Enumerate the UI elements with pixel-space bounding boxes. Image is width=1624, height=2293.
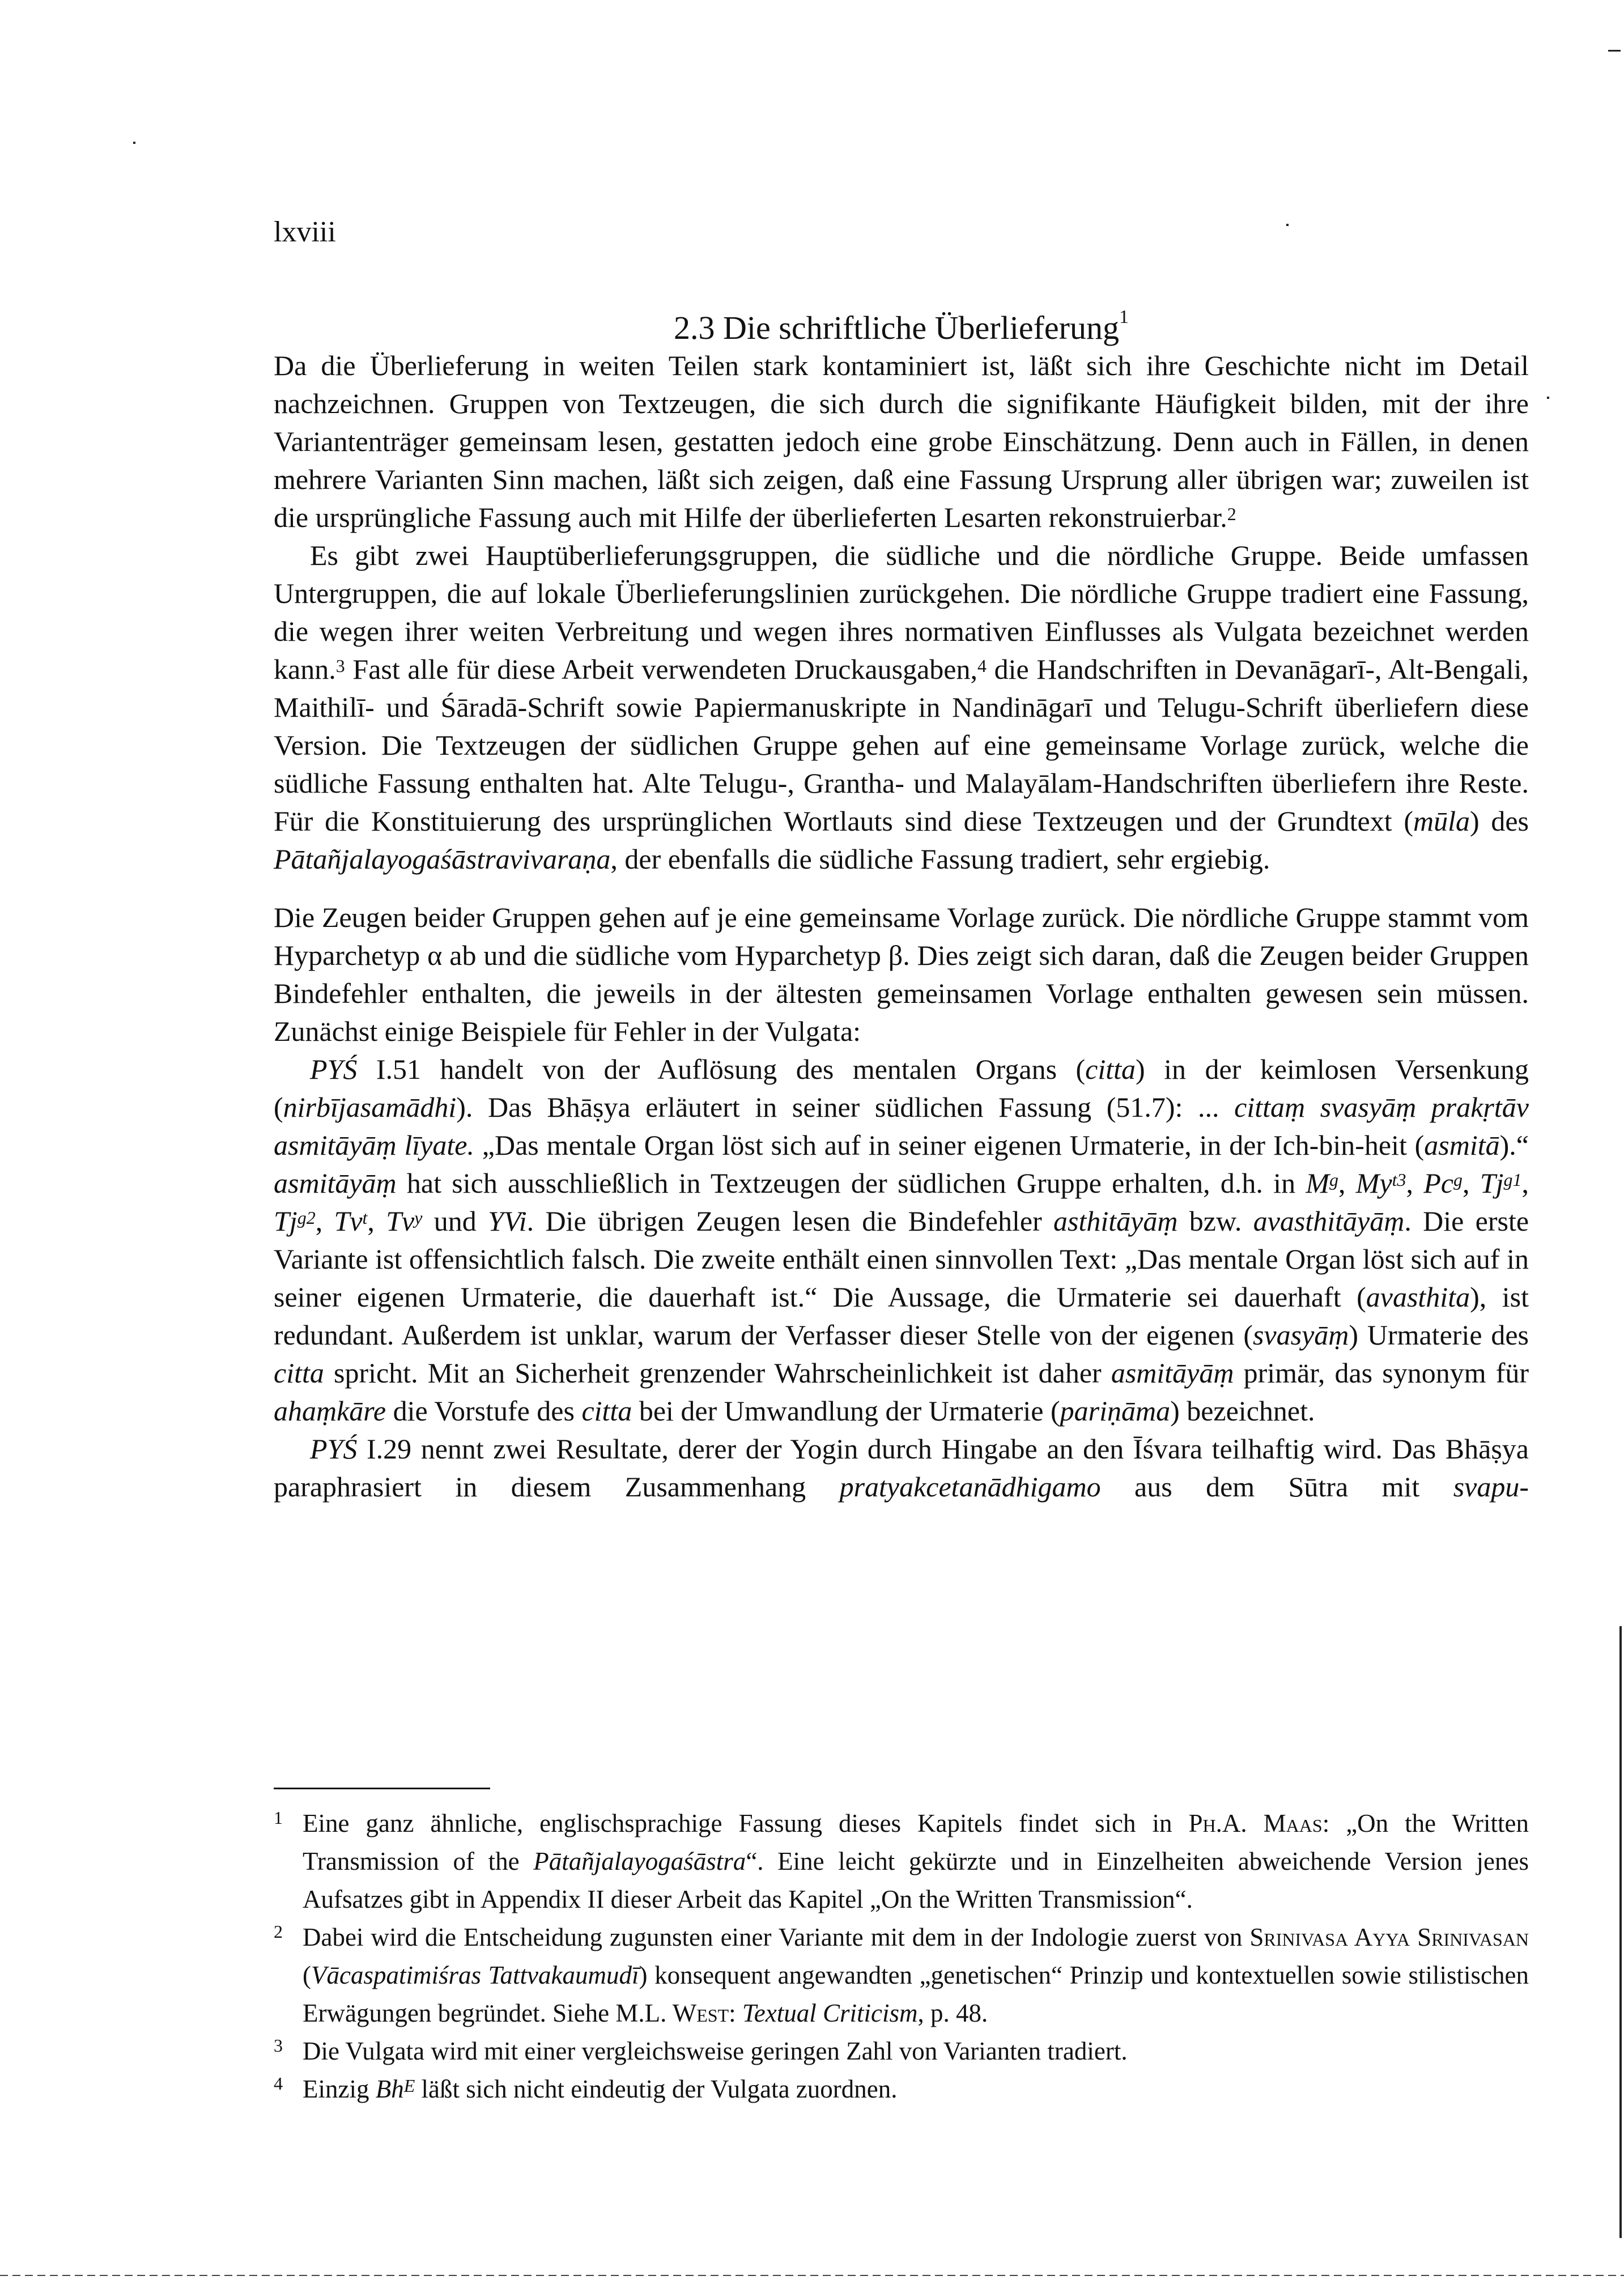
author-name-smallcaps: Ph.A. Maas	[1188, 1809, 1323, 1837]
text-run: Dabei wird die Entscheidung zugunsten einer Variante mit dem in der Indologie zuerst von	[303, 1923, 1250, 1951]
paragraph	[274, 537, 1529, 878]
italic-text: Pc	[1423, 1167, 1454, 1199]
text-run: bei der Umwandlung der Urmaterie (	[632, 1395, 1060, 1427]
scan-mark-top-right	[1608, 50, 1621, 52]
footnote-number: 4	[274, 2073, 283, 2094]
text-run: (	[303, 1961, 311, 1989]
italic-text: asmitā	[1424, 1129, 1500, 1161]
italic-text: My	[1355, 1167, 1392, 1199]
footnote-rule	[274, 1788, 490, 1789]
text-run: ,	[1521, 1167, 1529, 1199]
siglum-superscript: g2	[297, 1207, 316, 1228]
text-run: die Handschriften in Devanāgarī-, Alt-Bengali, Maithilī- und Śāradā-Schrift sowie Papiermanuskripte in Nandināgarī und Telugu-Schrift überliefern diese Version. Die Textzeugen der südlichen Gruppe gehen auf eine gemeinsame Vorlage zurück, welche die südliche Fassung enthalten hat. Alte Telugu-, Grantha- und Malayālam-Handschriften überliefern ihre Reste. Für die Konstituierung des ursprünglichen Wortlauts sind diese Textzeugen und der Grundtext (	[274, 653, 1529, 837]
siglum-superscript: t3	[1392, 1169, 1406, 1190]
footnote	[274, 1805, 1529, 1918]
italic-text: Tv	[334, 1205, 363, 1237]
paragraph	[274, 1430, 1529, 1506]
text-run: „Das mentale Organ löst sich auf in seiner eigenen Urmaterie, in der Ich-bin-heit (	[474, 1129, 1425, 1161]
text-run: Die Zeugen beider Gruppen gehen auf je eine gemeinsame Vorlage zurück. Die nördliche Gruppe stammt vom Hyparchetyp α ab und die südliche vom Hyparchetyp β. Dies zeigt sich daran, daß die Zeugen beider Gruppen Bindefehler enthalten, die jeweils in der ältesten gemeinsamen Vorlage enthalten gewesen sein müssen. Zunächst einige Beispiele für Fehler in der Vulgata:	[274, 901, 1529, 1047]
text-run: ).“	[1499, 1129, 1529, 1161]
text-run: , p. 48.	[917, 1999, 988, 2027]
italic-text: Bh	[375, 2075, 404, 2103]
footnote	[274, 2032, 1529, 2070]
footnote-ref: 4	[977, 656, 987, 676]
text-run: ) bezeichnet.	[1170, 1395, 1315, 1427]
paragraph	[274, 347, 1529, 537]
italic-text: asthitāyāṃ	[1053, 1205, 1178, 1237]
author-name-smallcaps: M.L. West	[615, 1999, 729, 2027]
italic-text: pratyakcetanādhigamo	[839, 1471, 1101, 1503]
text-run: Einzig	[303, 2075, 376, 2103]
text-run: : „On the Written Transmission of the	[303, 1809, 1529, 1875]
italic-text: Pātañjalayogaśāstra	[533, 1847, 746, 1875]
author-name-smallcaps: Srinivasa Ayya Srinivasan	[1249, 1923, 1529, 1951]
italic-text: citta	[581, 1395, 632, 1427]
italic-text: ahaṃkāre	[274, 1395, 386, 1427]
text-run: Eine ganz ähnliche, englischsprachige Fassung dieses Kapitels findet sich in	[303, 1809, 1189, 1837]
text-run: ,	[1463, 1167, 1480, 1199]
text-run: primär, das synonym für	[1234, 1357, 1529, 1389]
text-run: ,	[1406, 1167, 1424, 1199]
italic-text: pariṇāma	[1060, 1395, 1171, 1427]
italic-text: mūla	[1413, 805, 1470, 837]
italic-text: svapu-	[1453, 1471, 1529, 1503]
text-run: läßt sich nicht eindeutig der Vulgata zuordnen.	[415, 2075, 898, 2103]
paragraph	[274, 899, 1529, 1050]
text-run: ,	[315, 1205, 334, 1237]
siglum-superscript: y	[414, 1207, 423, 1228]
italic-text: asmitāyāṃ	[274, 1167, 397, 1199]
footnote-number: 2	[274, 1921, 283, 1942]
page-number: lxviii	[274, 216, 336, 248]
text-run: ). Das Bhāṣya erläutert in seiner südlichen Fassung (51.7): ...	[456, 1091, 1235, 1123]
text-run: aus dem Sūtra mit	[1100, 1471, 1453, 1503]
footnote	[274, 1918, 1529, 2032]
italic-text: svasyāṃ	[1252, 1319, 1349, 1351]
italic-text: nirbījasamādhi	[283, 1091, 457, 1123]
text-run: Es gibt zwei Hauptüberlieferungsgruppen, die südliche und die nördliche Gruppe. Beide umfassen Untergruppen, die auf lokale Überlieferungslinien zurückgehen. Die nördliche Gruppe tradiert eine Fassung, die wegen ihrer weiten Verbreitung und wegen ihres normativen Einflusses als Vulgata bezeichnet werden kann.	[274, 539, 1529, 685]
italic-text: avasthitāyāṃ	[1253, 1205, 1405, 1237]
siglum-superscript: g	[1453, 1169, 1463, 1190]
scan-edge-line-bottom	[0, 2275, 1624, 2276]
italic-text: PYŚ	[310, 1433, 358, 1465]
text-run: ,	[367, 1205, 386, 1237]
siglum-superscript: g	[1329, 1169, 1339, 1190]
italic-text: Pātañjalayogaśāstravivaraṇa	[274, 843, 611, 875]
text-run: ) in der keimlosen Versenkung (	[274, 1053, 1529, 1123]
italic-text: asmitāyāṃ	[1111, 1357, 1234, 1389]
text-run: ) des	[1469, 805, 1529, 837]
section-title	[274, 309, 1529, 347]
text-run: und	[422, 1205, 488, 1237]
scan-edge-line-right	[1619, 1626, 1622, 2238]
italic-text: cittaṃ svasyāṃ prakṛtāv asmitāyāṃ līyate.	[274, 1091, 1529, 1161]
italic-text: citta	[274, 1357, 324, 1389]
footnote-ref: 2	[1227, 504, 1236, 524]
italic-text: Textual Criticism	[742, 1999, 918, 2027]
footnotes	[274, 1805, 1529, 2108]
siglum-superscript: t	[362, 1207, 368, 1228]
italic-text: citta	[1085, 1053, 1136, 1085]
text-run: ), ist redundant. Außerdem ist unklar, warum der Verfasser dieser Stelle von der eigenen (	[274, 1281, 1529, 1351]
text-run: , der ebenfalls die südliche Fassung tradiert, sehr ergiebig.	[610, 843, 1270, 875]
italic-text: YVi	[488, 1205, 527, 1237]
text-run: . Die übrigen Zeugen lesen die Bindefehler	[526, 1205, 1054, 1237]
siglum-superscript: E	[403, 2075, 415, 2096]
footnote	[274, 2070, 1529, 2108]
footnote-number: 3	[274, 2035, 283, 2056]
text-run: Fast alle für diese Arbeit verwendeten Druckausgaben,	[345, 653, 977, 685]
text-run: Da die Überlieferung in weiten Teilen stark kontaminiert ist, läßt sich ihre Geschichte nicht im Detail nachzeichnen. Gruppen von Textzeugen, die sich durch die signifikante Häufigkeit bilden, mit der ihre Variantenträger gemeinsam lesen, gestatten jedoch eine grobe Einschätzung. Denn auch in Fällen, in denen mehrere Varianten Sinn machen, läßt sich zeigen, daß eine Fassung Ursprung aller übrigen war; zuweilen ist die ursprüngliche Fassung auch mit Hilfe der überlieferten Lesarten rekonstruierbar.	[274, 350, 1529, 533]
text-run: die Vorstufe des	[386, 1395, 582, 1427]
italic-text: Tj	[274, 1205, 297, 1237]
section-title-text: 2.3 Die schriftliche Überlieferung	[674, 309, 1119, 346]
body-text	[274, 347, 1529, 1506]
siglum-superscript: g1	[1503, 1169, 1522, 1190]
text-run: ,	[1338, 1167, 1356, 1199]
scan-dot	[1286, 224, 1289, 226]
text-run: Die Vulgata wird mit einer vergleichsweise geringen Zahl von Varianten tradiert.	[303, 2037, 1128, 2065]
text-run: . Die erste Variante ist offensichtlich falsch. Die zweite enthält einen sinnvollen Text: „Das mentale Organ löst sich auf in seiner eigenen Urmaterie, die dauerhaft ist.“ Die Aussage, die Urmaterie sei dauerhaft (	[274, 1205, 1529, 1313]
scan-dot	[1547, 397, 1549, 399]
text-run: hat sich ausschließlich in Textzeugen der südlichen Gruppe erhalten, d.h. in	[396, 1167, 1306, 1199]
text-run: ) Urmaterie des	[1349, 1319, 1529, 1351]
footnote-ref: 1	[1119, 307, 1129, 327]
text-run: “. Eine leicht gekürzte und in Einzelheiten abweichende Version jenes Aufsatzes gibt in Appendix II dieser Arbeit das Kapitel „On the Written Transmission“.	[303, 1847, 1529, 1913]
paragraph	[274, 1050, 1529, 1430]
text-run: bzw.	[1177, 1205, 1253, 1237]
italic-text: avasthita	[1366, 1281, 1470, 1313]
italic-text: Tj	[1480, 1167, 1504, 1199]
footnote-number: 1	[274, 1807, 283, 1828]
italic-text: Tv	[386, 1205, 415, 1237]
scan-dot	[133, 142, 135, 144]
text-run: spricht. Mit an Sicherheit grenzender Wahrscheinlichkeit ist daher	[324, 1357, 1111, 1389]
text-run: I.51 handelt von der Auflösung des mentalen Organs (	[357, 1053, 1086, 1085]
text-run: ) konsequent angewandten „genetischen“ Prinzip und kontextuellen sowie stilistischen Erwägungen begründet. Siehe	[303, 1961, 1529, 2027]
footnote-ref: 3	[335, 656, 345, 676]
italic-text: Vācaspatimiśras Tattvakaumudī	[311, 1961, 639, 1989]
text-run: :	[729, 1999, 742, 2027]
italic-text: M	[1306, 1167, 1330, 1199]
text-run: I.29 nennt zwei Resultate, derer der Yogin durch Hingabe an den Īśvara teilhaftig wird. Das Bhāṣya paraphrasiert in diesem Zusammenhang	[274, 1433, 1529, 1503]
italic-text: PYŚ	[310, 1053, 358, 1085]
